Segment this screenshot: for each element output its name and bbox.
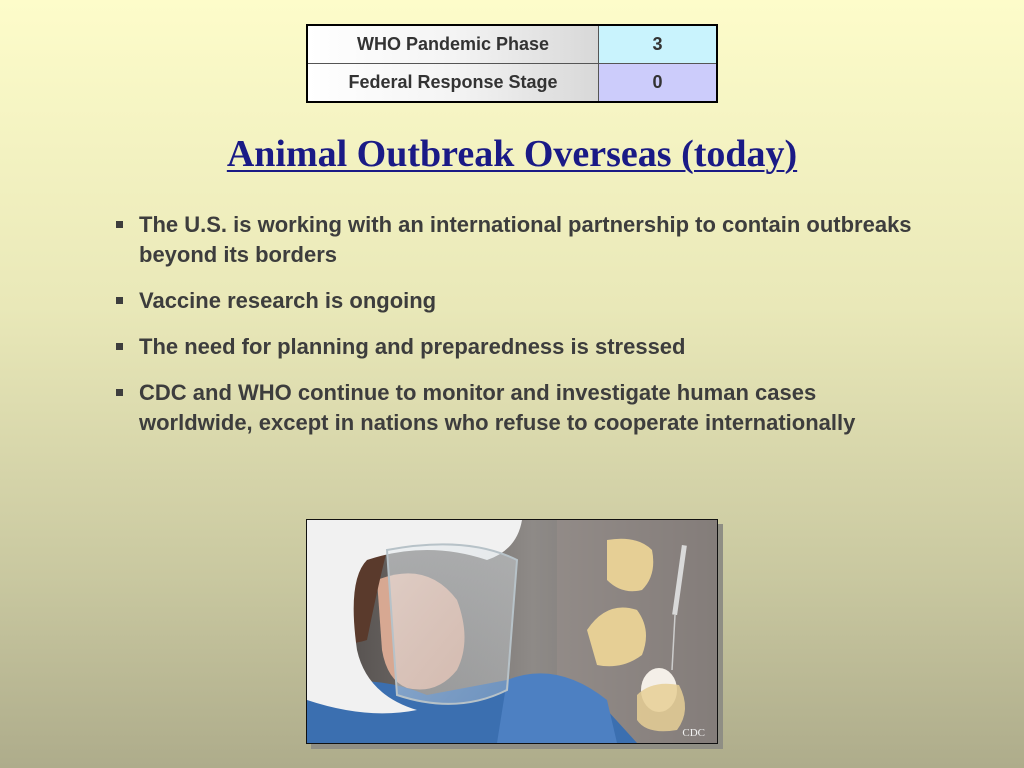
bullet-marker — [116, 221, 123, 228]
table-row — [307, 64, 717, 103]
bullet-item: Vaccine research is ongoing — [112, 286, 932, 316]
bullet-marker — [116, 343, 123, 350]
slide-title: Animal Outbreak Overseas (today) — [226, 133, 798, 175]
federal-stage-value: 0 — [599, 64, 718, 103]
who-phase-label: WHO Pandemic Phase — [307, 25, 599, 64]
lab-photo — [306, 519, 718, 744]
bullet-item: CDC and WHO continue to monitor and investigate human cases worldwide, except in nations who refuse to cooperate internationally — [112, 378, 932, 438]
bullet-marker — [116, 297, 123, 304]
federal-stage-label: Federal Response Stage — [307, 64, 599, 103]
who-phase-value: 3 — [599, 25, 718, 64]
bullet-list — [112, 210, 932, 454]
table-row — [307, 25, 717, 64]
bullet-item: The U.S. is working with an international partnership to contain outbreaks beyond its borders — [112, 210, 932, 270]
bullet-item: The need for planning and preparedness is stressed — [112, 332, 932, 362]
lab-scientist-illustration — [307, 520, 717, 743]
bullet-marker — [116, 389, 123, 396]
pandemic-status-table — [306, 24, 718, 103]
photo-credit: CDC — [682, 727, 705, 739]
